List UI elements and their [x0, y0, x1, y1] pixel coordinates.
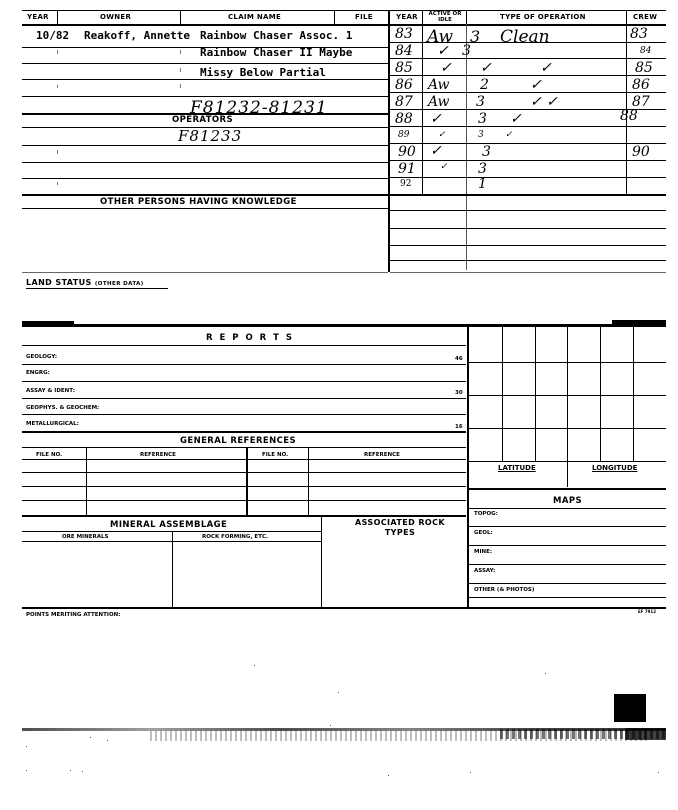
op-row-8-active: ✓	[430, 143, 442, 159]
report-geology: GEOLOGY:	[26, 354, 58, 360]
header-year-2: YEAR	[396, 13, 418, 21]
ore-minerals-label: ORE MINERALS	[62, 534, 109, 540]
form-number: EF 7912	[638, 609, 656, 614]
header-active-or-idle: ACTIVE OR IDLE	[428, 11, 462, 23]
header-crew: CREW	[633, 13, 658, 21]
operators-label: OPERATORS	[172, 115, 234, 125]
op-row-5-op: ✓ ✓	[530, 94, 558, 110]
op-row-1-crew: 83	[630, 26, 648, 42]
header-year: YEAR	[27, 13, 49, 21]
general-references-title: GENERAL REFERENCES	[180, 436, 296, 446]
op-row-5-type: 3	[476, 94, 485, 110]
header-claim-name: CLAIM NAME	[228, 13, 282, 21]
owner-row-1-claim: Rainbow Chaser Assoc. 1	[200, 29, 353, 42]
op-row-1-active: Aw	[427, 27, 454, 47]
header-type-of-operation: TYPE OF OPERATION	[500, 13, 586, 21]
op-row-1-type: 3	[470, 27, 481, 46]
gr-reference-1: REFERENCE	[140, 452, 176, 458]
op-row-10-year: 92	[400, 179, 412, 189]
op-row-4-active: Aw	[428, 77, 450, 93]
report-geophys: GEOPHYS. & GEOCHEM:	[26, 405, 100, 411]
op-row-6-crew: 88	[620, 108, 638, 124]
op-row-2-type: 3	[462, 43, 471, 59]
op-row-4-year: 86	[395, 77, 413, 93]
owner-row-3-claim: Missy Below Partial	[200, 66, 326, 79]
op-row-3-type: ✓	[480, 60, 492, 76]
report-engrg: ENGRG:	[26, 370, 50, 376]
reports-title: R E P O R T S	[206, 333, 295, 343]
op-row-9-type: 3	[478, 161, 487, 177]
owner-row-1-year: 10/82	[36, 29, 70, 42]
maps-mine: MINE:	[474, 549, 493, 555]
owner-row-1-owner: Reakoff, Annette	[84, 29, 190, 42]
op-row-10-type: 1	[478, 176, 487, 192]
rock-forming-label: ROCK FORMING, ETC.	[202, 534, 269, 540]
points-meriting-attention: POINTS MERITING ATTENTION:	[26, 612, 121, 618]
report-metallurgical-num: 16	[455, 424, 463, 430]
op-row-2-active: ✓	[437, 43, 449, 59]
op-row-8-type: 3	[482, 144, 491, 160]
gr-file-no-1: FILE NO.	[36, 452, 63, 458]
op-row-2-year: 84	[395, 43, 413, 59]
op-row-3-op: ✓	[540, 60, 552, 76]
op-row-7-op: ✓	[505, 130, 513, 140]
op-row-4-type: 2	[480, 77, 489, 93]
mineral-assemblage-title: MINERAL ASSEMBLAGE	[110, 520, 228, 530]
op-row-6-active: ✓	[430, 111, 442, 127]
owner-row-2-claim: Rainbow Chaser II Maybe	[200, 46, 353, 59]
handwritten-file-1: F81232-81231	[190, 98, 328, 118]
longitude-label: LONGITUDE	[592, 464, 638, 472]
op-row-3-crew: 85	[635, 60, 653, 76]
black-block	[614, 694, 646, 722]
op-row-6-year: 88	[395, 111, 413, 127]
op-row-5-crew: 87	[632, 94, 650, 110]
op-row-5-active: Aw	[428, 94, 450, 110]
op-row-4-crew: 86	[632, 77, 650, 93]
op-row-7-active: ✓	[438, 130, 446, 140]
op-row-1-year: 83	[395, 26, 413, 42]
other-persons-label: OTHER PERSONS HAVING KNOWLEDGE	[100, 197, 297, 207]
op-row-8-year: 90	[398, 144, 416, 160]
associated-rock-types: ASSOCIATED ROCK TYPES	[355, 518, 445, 537]
op-row-6-op: ✓	[510, 111, 522, 127]
maps-other: OTHER (& PHOTOS)	[474, 587, 535, 593]
report-geology-num: 46	[455, 356, 463, 362]
op-row-7-type: 3	[478, 130, 484, 140]
op-row-1-op: Clean	[500, 27, 550, 47]
maps-topog: TOPOG:	[474, 511, 498, 517]
op-row-9-year: 91	[398, 161, 416, 177]
maps-title: MAPS	[553, 496, 582, 506]
report-assay: ASSAY & IDENT:	[26, 388, 75, 394]
op-row-2-crew: 84	[640, 46, 652, 56]
gr-reference-2: REFERENCE	[364, 452, 400, 458]
op-row-5-year: 87	[395, 94, 413, 110]
op-row-8-crew: 90	[632, 144, 650, 160]
op-row-6-type: 3	[478, 111, 487, 127]
land-status-label: LAND STATUS (OTHER DATA)	[26, 278, 144, 287]
report-assay-num: 30	[455, 390, 463, 396]
op-row-9-active: ✓	[440, 162, 448, 172]
header-file: FILE	[355, 13, 373, 21]
maps-geol: GEOL:	[474, 530, 493, 536]
op-row-4-op: ✓	[530, 77, 542, 93]
op-row-7-year: 89	[398, 130, 410, 140]
handwritten-file-2: F81233	[178, 127, 243, 145]
header-owner: OWNER	[100, 13, 132, 21]
maps-assay: ASSAY:	[474, 568, 496, 574]
report-metallurgical: METALLURGICAL:	[26, 421, 79, 427]
op-row-3-year: 85	[395, 60, 413, 76]
gr-file-no-2: FILE NO.	[262, 452, 289, 458]
op-row-3-active: ✓	[440, 60, 452, 76]
latitude-label: LATITUDE	[498, 464, 536, 472]
